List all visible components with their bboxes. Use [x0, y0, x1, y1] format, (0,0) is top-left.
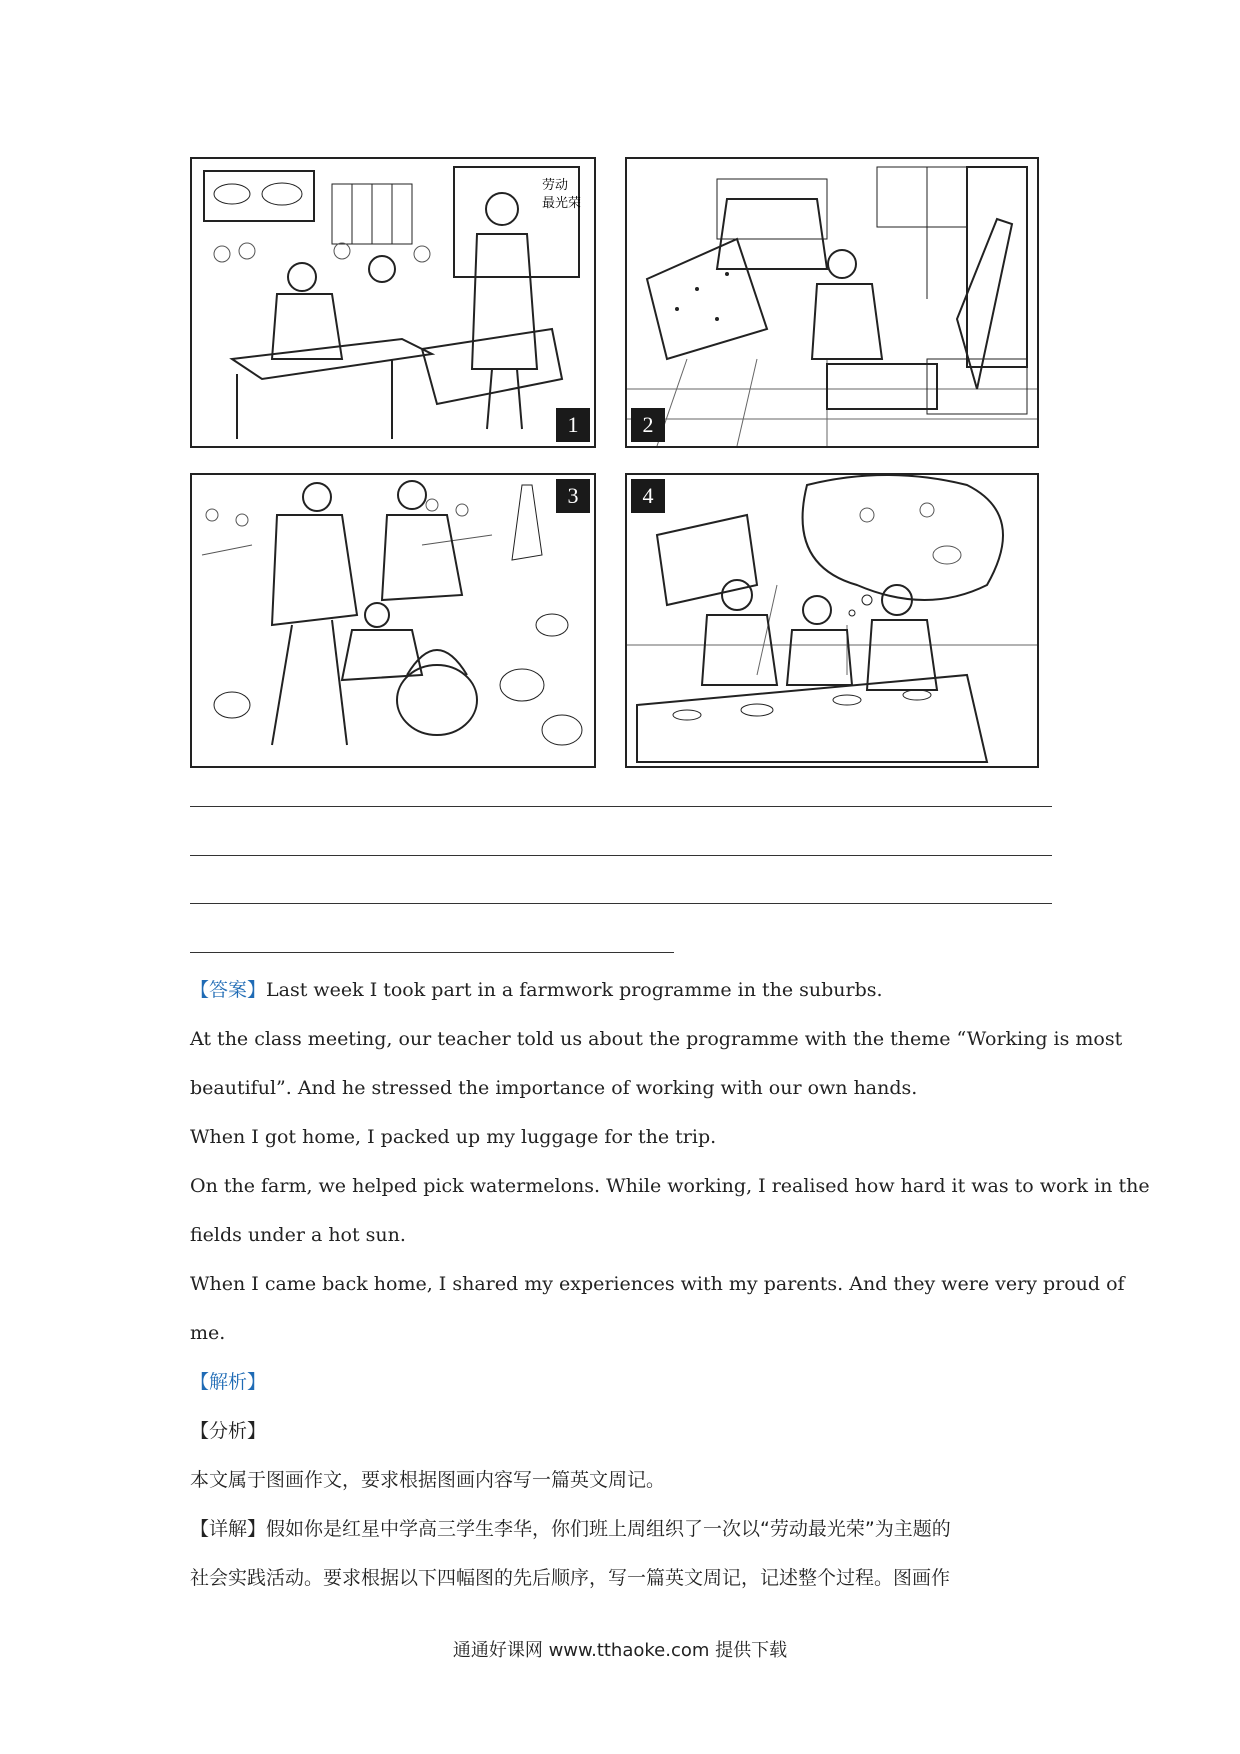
board-text-2: 最光荣: [542, 196, 582, 211]
answer-line-7: When I came back home, I shared my experiences with my parents. And they were very proud of: [190, 1273, 1125, 1295]
writing-line-2: [190, 855, 1052, 856]
writing-line-3: [190, 903, 1052, 904]
panel-number-2: 2: [631, 408, 665, 442]
farm-illustration: [192, 475, 594, 766]
writing-line-4: [190, 952, 674, 953]
detail-text-1: 假如你是红星中学高三学生李华，你们班上周组织了一次以“劳动最光荣”为主题的: [266, 1518, 951, 1540]
writing-line-1: [190, 806, 1052, 807]
packing-illustration: [627, 159, 1037, 446]
answer-label: 【答案】: [190, 979, 267, 1001]
family-dinner-illustration: [627, 475, 1037, 766]
board-text-1: 劳动: [542, 178, 569, 193]
detail-line-2: 社会实践活动。要求根据以下四幅图的先后顺序，写一篇英文周记，记述整个过程。图画作: [190, 1567, 951, 1589]
panel-number-3: 3: [556, 479, 590, 513]
analysis-label: 【解析】: [190, 1371, 267, 1393]
page-footer: 通通好课网 www.tthaoke.com 提供下载: [452, 1640, 788, 1661]
panel-number-1: 1: [556, 408, 590, 442]
fenxi-text: 本文属于图画作文，要求根据图画内容写一篇英文周记。: [190, 1469, 666, 1491]
answer-line-4: When I got home, I packed up my luggage for the trip.: [190, 1126, 717, 1148]
picture-panel-1: [190, 157, 596, 448]
answer-text: Last week I took part in a farmwork programme in the suburbs.: [266, 979, 883, 1001]
answer-line-3: beautiful”. And he stressed the importance of working with our own hands.: [190, 1077, 918, 1099]
answer-line-1: [190, 978, 883, 1002]
detail-label: 【详解】: [190, 1518, 267, 1540]
answer-line-5: On the farm, we helped pick watermelons. While working, I realised how hard it was to work in the: [190, 1175, 1150, 1197]
picture-panel-2: [625, 157, 1039, 448]
answer-line-8: me.: [190, 1322, 226, 1344]
answer-line-6: fields under a hot sun.: [190, 1224, 406, 1246]
panel-number-4: 4: [631, 479, 665, 513]
detail-line-1: [190, 1517, 951, 1541]
picture-panel-3: [190, 473, 596, 768]
picture-panel-4: [625, 473, 1039, 768]
answer-line-2: At the class meeting, our teacher told us about the programme with the theme “Working is most: [190, 1028, 1123, 1050]
fenxi-label: 【分析】: [190, 1420, 267, 1442]
classroom-illustration: [192, 159, 594, 446]
